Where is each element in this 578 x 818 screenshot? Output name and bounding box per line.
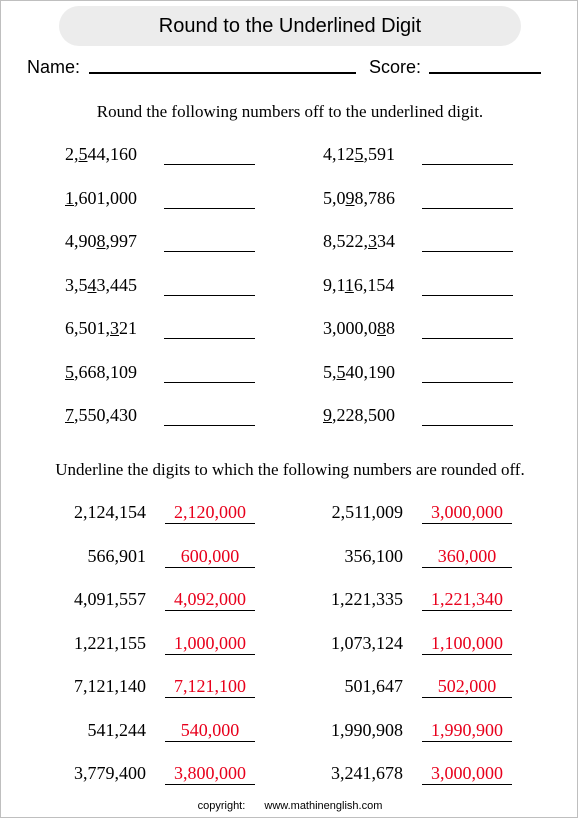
rounded-source-number: 541,244 xyxy=(87,719,146,740)
answer-line xyxy=(422,523,512,524)
number-to-round: 5,540,190 xyxy=(323,361,395,382)
rounded-answer: 7,121,100 xyxy=(174,676,246,696)
underlined-digit: 5 xyxy=(354,144,364,164)
underlined-digit: 9 xyxy=(323,405,332,425)
rounded-answer: 360,000 xyxy=(437,545,497,566)
rounded-source-number: 1,221,335 xyxy=(331,589,403,609)
rounded-source-number: 1,990,908 xyxy=(331,719,403,740)
underlined-digit: 3 xyxy=(368,231,377,251)
number-to-round: 9,228,500 xyxy=(323,405,395,425)
rounded-source-number: 4,091,557 xyxy=(74,589,146,609)
underlined-digit: 9 xyxy=(345,187,355,208)
number-to-round: 9,116,154 xyxy=(323,274,395,295)
answer-blank[interactable] xyxy=(164,295,255,296)
rounded-source-number: 501,647 xyxy=(344,676,403,696)
answer-line xyxy=(165,741,255,742)
answer-line xyxy=(422,697,512,698)
answer-line xyxy=(165,654,255,655)
rounded-answer: 3,800,000 xyxy=(174,763,246,783)
rounded-answer: 600,000 xyxy=(180,545,240,566)
copyright-label: copyright: xyxy=(197,800,246,812)
rounded-answer: 1,000,000 xyxy=(174,632,246,653)
answer-line xyxy=(422,784,512,785)
underlined-digit: 5 xyxy=(336,361,346,382)
underlined-digit: 8 xyxy=(96,231,106,251)
underlined-digit: 1 xyxy=(65,187,74,208)
rounded-source-number: 2,124,154 xyxy=(74,502,146,522)
rounded-answer: 2,120,000 xyxy=(174,502,246,522)
rounded-answer: 4,092,000 xyxy=(174,589,246,609)
answer-blank[interactable] xyxy=(164,382,255,383)
rounded-source-number: 2,511,009 xyxy=(331,502,403,522)
underlined-digit: 5 xyxy=(78,144,88,164)
rounded-answer: 540,000 xyxy=(180,719,240,740)
rounded-source-number: 3,241,678 xyxy=(331,763,403,783)
underlined-digit: 4 xyxy=(87,274,97,295)
answer-blank[interactable] xyxy=(164,164,255,165)
name-field[interactable] xyxy=(89,72,356,74)
number-to-round: 5,098,786 xyxy=(323,187,395,208)
rounded-answer: 1,100,000 xyxy=(431,632,503,653)
instruction-part2: Underline the digits to which the following numbers are rounded off. xyxy=(55,460,525,479)
number-to-round: 4,125,591 xyxy=(323,144,395,164)
answer-blank[interactable] xyxy=(422,382,513,383)
rounded-source-number: 7,121,140 xyxy=(74,676,146,696)
number-to-round: 2,544,160 xyxy=(65,144,137,164)
number-to-round: 3,000,088 xyxy=(323,318,395,338)
number-to-round: 4,908,997 xyxy=(65,231,137,251)
number-to-round: 5,668,109 xyxy=(65,361,137,382)
underlined-digit: 7 xyxy=(65,405,74,425)
rounded-answer: 1,990,900 xyxy=(431,719,503,740)
answer-blank[interactable] xyxy=(164,338,255,339)
rounded-source-number: 566,901 xyxy=(87,545,146,566)
answer-blank[interactable] xyxy=(422,425,513,426)
number-to-round: 1,601,000 xyxy=(65,187,137,208)
rounded-source-number: 1,073,124 xyxy=(331,632,403,653)
answer-blank[interactable] xyxy=(422,164,513,165)
answer-line xyxy=(422,654,512,655)
answer-line xyxy=(165,567,255,568)
rounded-answer: 3,000,000 xyxy=(431,763,503,783)
score-field[interactable] xyxy=(429,72,541,74)
underlined-digit: 1 xyxy=(344,274,354,295)
answer-blank[interactable] xyxy=(164,425,255,426)
answer-blank[interactable] xyxy=(422,208,513,209)
answer-line xyxy=(422,567,512,568)
worksheet-title: Round to the Underlined Digit xyxy=(59,6,521,46)
answer-blank[interactable] xyxy=(164,208,255,209)
answer-line xyxy=(165,697,255,698)
answer-blank[interactable] xyxy=(422,251,513,252)
answer-line xyxy=(165,610,255,611)
number-to-round: 7,550,430 xyxy=(65,405,137,425)
number-to-round: 3,543,445 xyxy=(65,274,137,295)
rounded-source-number: 356,100 xyxy=(344,545,403,566)
answer-blank[interactable] xyxy=(422,338,513,339)
copyright-url: www.mathinenglish.com xyxy=(264,800,383,812)
rounded-answer: 1,221,340 xyxy=(431,589,503,609)
instruction-part1: Round the following numbers off to the underlined digit. xyxy=(96,102,484,121)
rounded-answer: 3,000,000 xyxy=(431,502,503,522)
footer xyxy=(1,800,578,812)
name-label: Name: xyxy=(27,57,81,77)
underlined-digit: 5 xyxy=(65,361,74,382)
rounded-answer: 502,000 xyxy=(437,676,497,696)
number-to-round: 6,501,321 xyxy=(65,318,137,338)
answer-line xyxy=(422,610,512,611)
answer-blank[interactable] xyxy=(164,251,255,252)
answer-blank[interactable] xyxy=(422,295,513,296)
underlined-digit: 3 xyxy=(110,318,119,338)
rounded-source-number: 1,221,155 xyxy=(74,632,146,653)
answer-line xyxy=(422,741,512,742)
underlined-digit: 8 xyxy=(377,318,386,338)
answer-line xyxy=(165,523,255,524)
score-label: Score: xyxy=(369,57,422,77)
rounded-source-number: 3,779,400 xyxy=(74,763,146,783)
answer-line xyxy=(165,784,255,785)
number-to-round: 8,522,334 xyxy=(323,231,395,251)
